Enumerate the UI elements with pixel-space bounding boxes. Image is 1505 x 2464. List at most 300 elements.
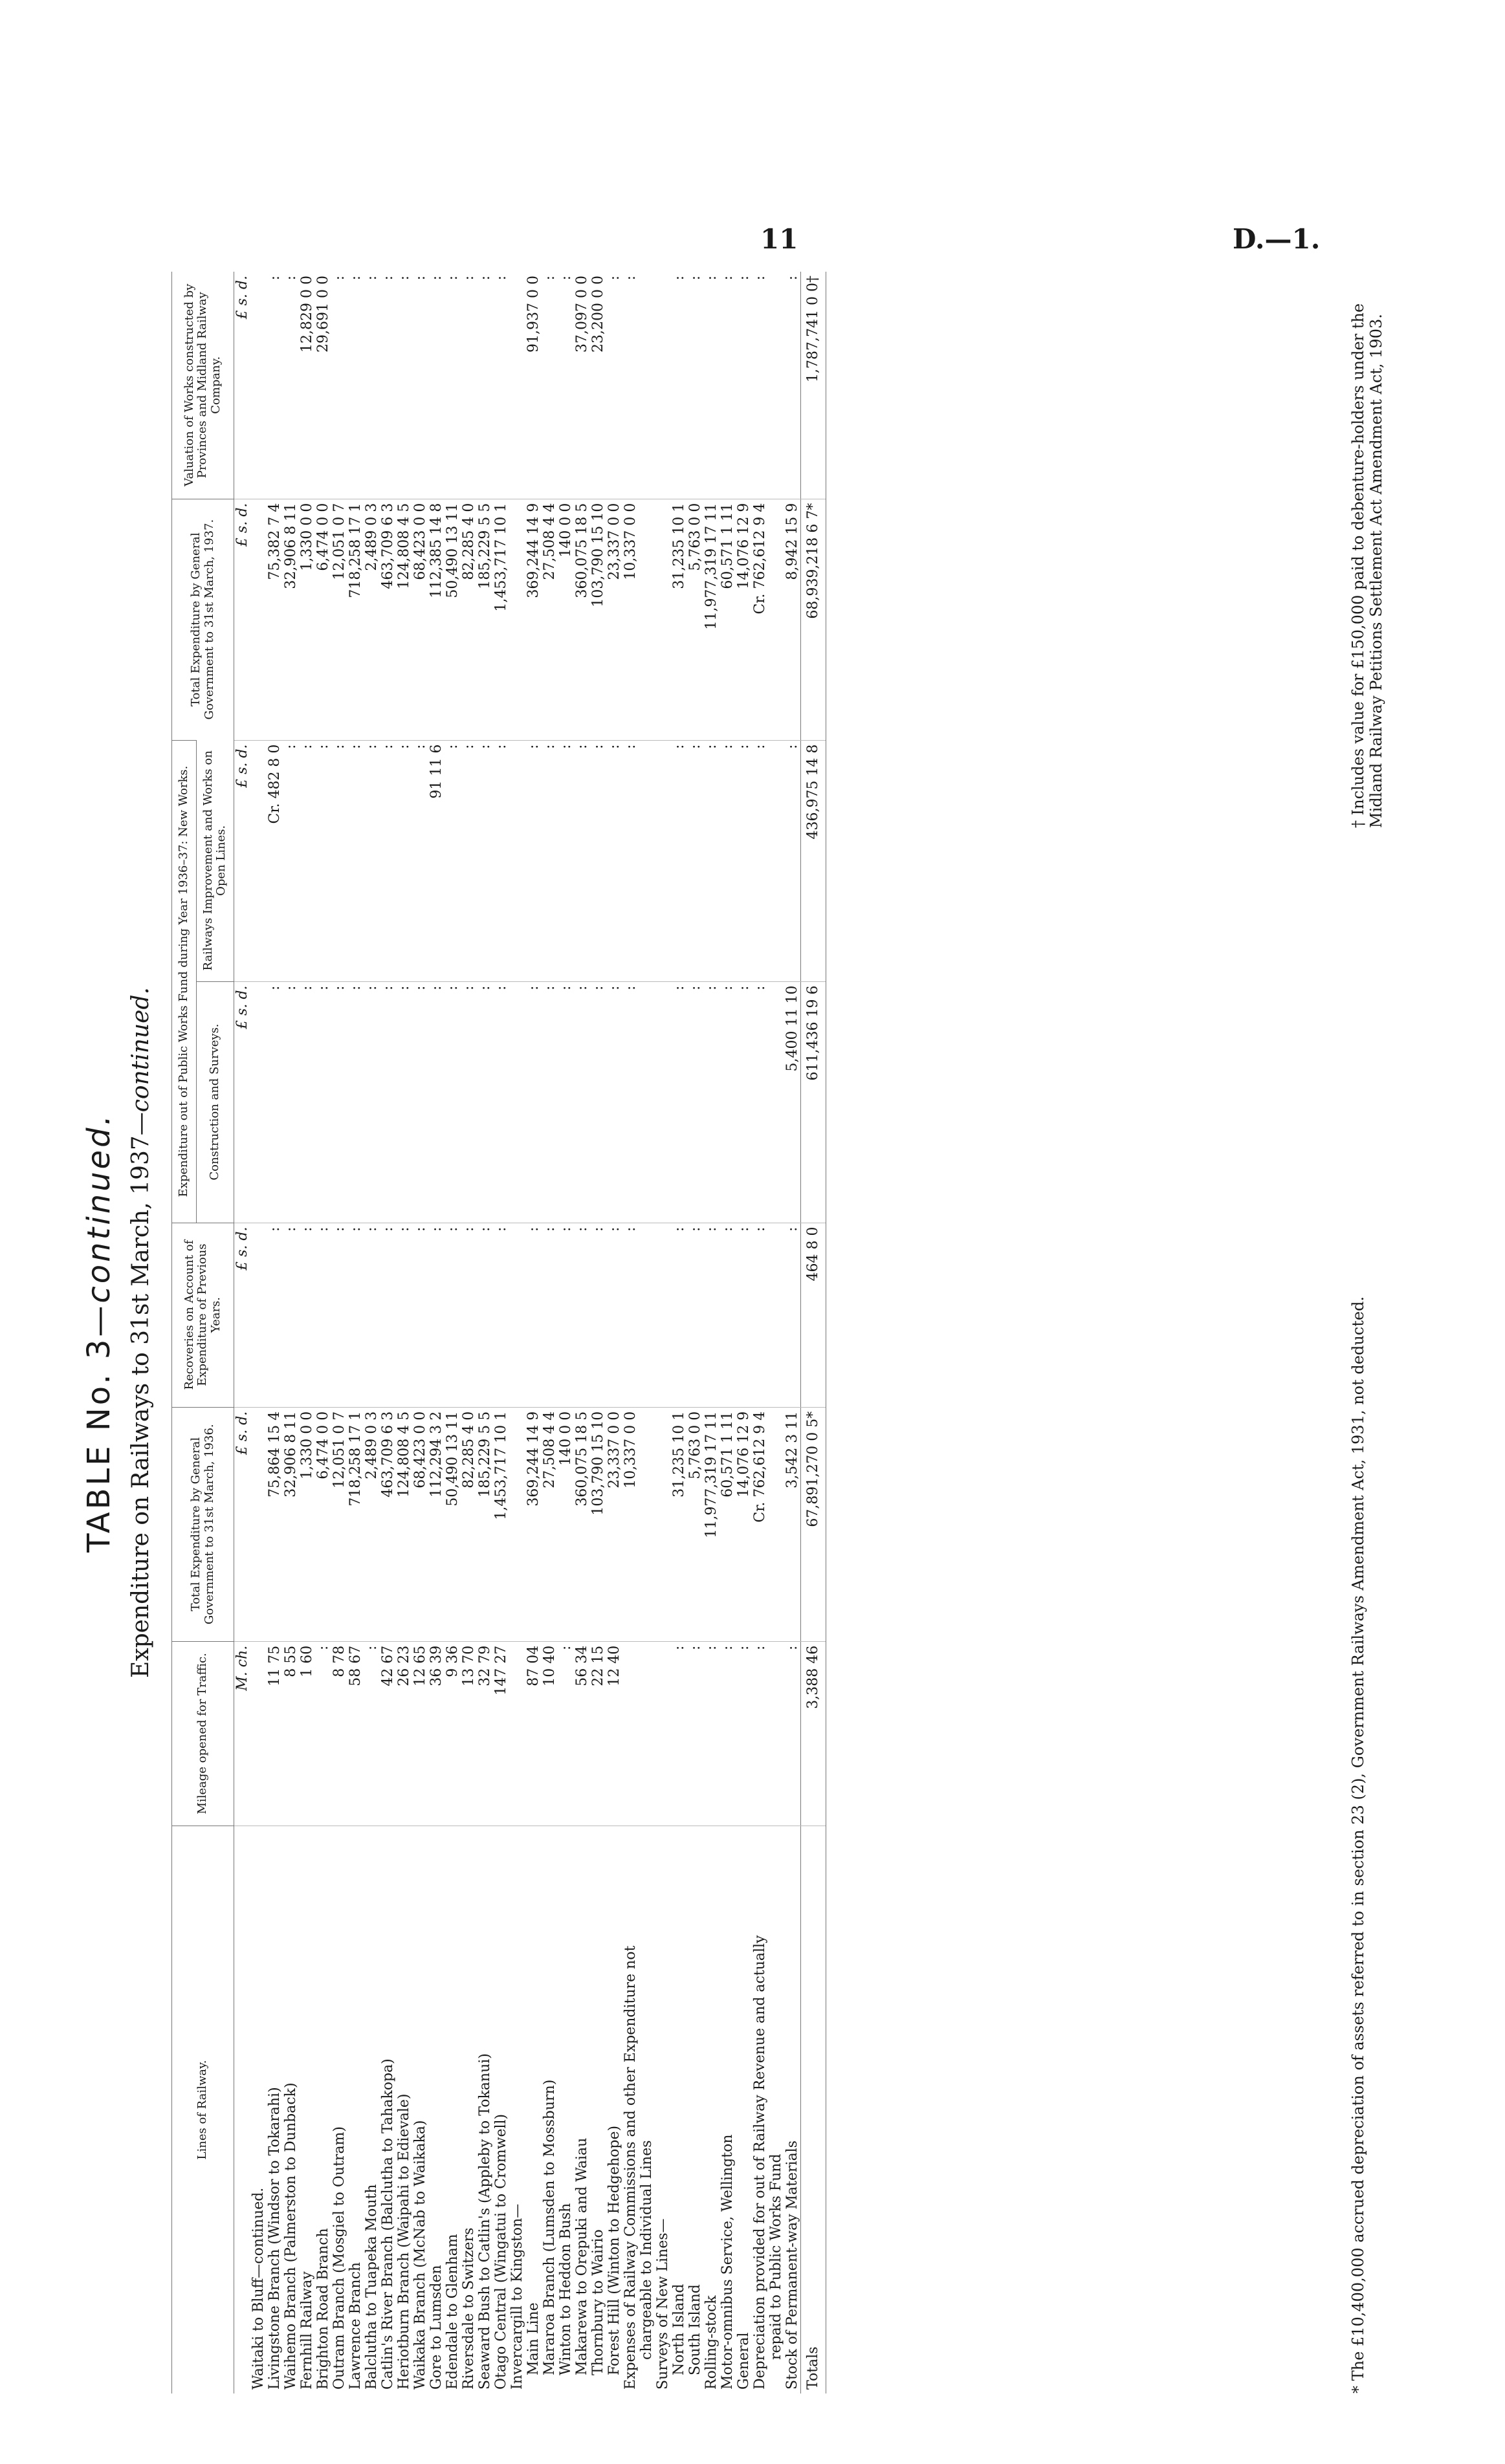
table-row <box>606 272 622 2393</box>
cell-total1936: 3,542 3 11 <box>784 1407 801 1641</box>
cell-valuation: 12,829 0 0 <box>299 276 316 353</box>
cell-valuation: : <box>412 276 429 281</box>
cell-recoveries: : <box>364 1223 380 1407</box>
cell-total1937: 112,385 14 8 <box>428 499 445 740</box>
cell-line: Waitaki to Bluff—continued. <box>250 1826 267 2393</box>
cell-valuation: : <box>267 276 283 281</box>
cell-construction: : <box>525 981 542 1223</box>
cell-construction: : <box>331 981 347 1223</box>
cell-construction: : <box>493 981 509 1223</box>
cell-construction: : <box>590 981 606 1223</box>
table-row <box>299 272 315 2393</box>
cell-mileage: : <box>703 1641 720 1826</box>
cell-recoveries <box>655 1223 671 1407</box>
cell-mileage: 10 40 <box>542 1641 558 1826</box>
cell-valuation: : <box>493 276 510 281</box>
table-row <box>396 272 412 2393</box>
col-total-1936: Total Expenditure by General Government to 31st March, 1936. <box>172 1407 234 1641</box>
cell-total1937: 2,489 0 3 <box>364 499 380 740</box>
cell-recoveries: : <box>752 1223 768 1407</box>
cell-total1937: 1,453,717 10 1 <box>493 499 509 740</box>
cell-mileage: 58 67 <box>347 1641 364 1826</box>
cell-improvement <box>639 740 655 981</box>
cell-mileage: 32 79 <box>477 1641 493 1826</box>
cell-improvement: : <box>703 740 720 981</box>
cell-improvement: : <box>784 740 801 981</box>
cell-total1936: 103,790 15 10 <box>590 1407 606 1641</box>
cell-line: Surveys of New Lines— <box>655 1826 671 2393</box>
cell-total1936: 11,977,319 17 11 <box>703 1407 720 1641</box>
cell-mileage: : <box>752 1641 768 1826</box>
table-row <box>347 272 364 2393</box>
cell-total1936: 185,229 5 5 <box>477 1407 493 1641</box>
cell-total1937: 14,076 12 9 <box>736 499 752 740</box>
totals-label: Totals <box>801 1826 826 2393</box>
cell-valuation: : <box>542 276 558 281</box>
cell-valuation: : <box>784 276 801 281</box>
cell-line: Gore to Lumsden <box>428 1826 445 2393</box>
cell-total1936 <box>509 1407 525 1641</box>
cell-valuation <box>250 272 267 499</box>
table-row <box>703 272 720 2393</box>
cell-construction: : <box>445 981 461 1223</box>
unit-money: £ s. d. <box>234 981 251 1223</box>
footnote-dagger: † Includes value for £150,000 paid to debenture-holders under the Midland Railway Petitions Settlement Act Amendment Act, 1903. <box>1349 303 1385 828</box>
cell-recoveries: : <box>315 1223 331 1407</box>
cell-line: South Island <box>687 1826 703 2393</box>
cell-valuation: : <box>364 276 380 281</box>
cell-construction <box>768 981 784 1223</box>
cell-line: Stock of Permanent-way Materials <box>784 1826 801 2393</box>
cell-valuation: : <box>606 276 623 281</box>
cell-total1936: 32,906 8 11 <box>283 1407 299 1641</box>
table-row <box>736 272 752 2393</box>
expenditure-table <box>171 272 826 2393</box>
cell-recoveries: : <box>299 1223 315 1407</box>
table-row <box>784 272 801 2393</box>
cell-line: Main Line <box>525 1826 542 2393</box>
cell-total1937: 463,709 6 3 <box>380 499 396 740</box>
cell-line: Catlin's River Branch (Balclutha to Tahakopa) <box>380 1826 396 2393</box>
cell-recoveries: : <box>703 1223 720 1407</box>
cell-mileage: 1 60 <box>299 1641 315 1826</box>
cell-valuation <box>639 272 655 499</box>
cell-valuation: 91,937 0 0 <box>525 276 542 353</box>
cell-total1937: 369,244 14 9 <box>525 499 542 740</box>
table-row <box>445 272 461 2393</box>
cell-line: Depreciation provided for out of Railway Revenue and actually <box>752 1826 768 2393</box>
cell-construction: : <box>720 981 736 1223</box>
cell-line: Rolling-stock <box>703 1826 720 2393</box>
cell-mileage: 87 04 <box>525 1641 542 1826</box>
table-row <box>380 272 396 2393</box>
cell-recoveries: : <box>784 1223 801 1407</box>
cell-total1936 <box>250 1407 267 1641</box>
cell-total1937: 31,235 10 1 <box>671 499 687 740</box>
cell-valuation: : <box>331 276 348 281</box>
totals-row <box>801 272 826 2393</box>
cell-mileage: 12 65 <box>412 1641 428 1826</box>
cell-line: Invercargill to Kingston— <box>509 1826 525 2393</box>
cell-line: Livingstone Branch (Windsor to Tokarahi) <box>267 1826 283 2393</box>
table-row <box>720 272 736 2393</box>
cell-total1937: 68,423 0 0 <box>412 499 428 740</box>
cell-improvement: : <box>542 740 558 981</box>
cell-total1936: 1,330 0 0 <box>299 1407 315 1641</box>
cell-total1936: 5,763 0 0 <box>687 1407 703 1641</box>
cell-mileage: 147 27 <box>493 1641 509 1826</box>
cell-construction: : <box>412 981 428 1223</box>
cell-valuation <box>768 272 784 499</box>
cell-recoveries: : <box>720 1223 736 1407</box>
cell-line: Lawrence Branch <box>347 1826 364 2393</box>
cell-recoveries: : <box>558 1223 574 1407</box>
cell-valuation: : <box>703 276 720 281</box>
cell-total1937 <box>639 499 655 740</box>
cell-recoveries: : <box>736 1223 752 1407</box>
cell-line: Balclutha to Tuapeka Mouth <box>364 1826 380 2393</box>
cell-recoveries <box>250 1223 267 1407</box>
cell-total1937 <box>250 499 267 740</box>
cell-mileage: 8 78 <box>331 1641 347 1826</box>
cell-mileage: 36 39 <box>428 1641 445 1826</box>
cell-total1937: 32,906 8 11 <box>283 499 299 740</box>
cell-improvement: : <box>283 740 299 981</box>
cell-improvement <box>655 740 671 981</box>
cell-line: Mararoa Branch (Lumsden to Mossburn) <box>542 1826 558 2393</box>
cell-line: Forest Hill (Winton to Hedgehope) <box>606 1826 622 2393</box>
cell-mileage: 56 34 <box>574 1641 590 1826</box>
cell-construction: : <box>461 981 477 1223</box>
cell-valuation: 23,200 0 0 <box>590 276 607 353</box>
cell-recoveries: : <box>347 1223 364 1407</box>
table-row <box>315 272 331 2393</box>
table-row <box>412 272 428 2393</box>
cell-mileage: : <box>364 1641 380 1826</box>
cell-improvement: : <box>412 740 428 981</box>
cell-line: Expenses of Railway Commissions and other Expenditure not <box>622 1826 639 2393</box>
cell-total1937: 5,763 0 0 <box>687 499 703 740</box>
cell-mileage: : <box>784 1641 801 1826</box>
cell-recoveries: : <box>412 1223 428 1407</box>
cell-mileage: : <box>736 1641 752 1826</box>
cell-line: Winton to Heddon Bush <box>558 1826 574 2393</box>
cell-total1936: 27,508 4 4 <box>542 1407 558 1641</box>
cell-improvement: : <box>364 740 380 981</box>
cell-total1937: 140 0 0 <box>558 499 574 740</box>
cell-construction <box>639 981 655 1223</box>
cell-construction <box>509 981 525 1223</box>
cell-recoveries: : <box>525 1223 542 1407</box>
cell-total1936: 23,337 0 0 <box>606 1407 622 1641</box>
cell-improvement: : <box>347 740 364 981</box>
cell-total1936: 718,258 17 1 <box>347 1407 364 1641</box>
cell-valuation: : <box>687 276 704 281</box>
cell-recoveries: : <box>671 1223 687 1407</box>
cell-mileage: 9 36 <box>445 1641 461 1826</box>
cell-recoveries: : <box>267 1223 283 1407</box>
table-row <box>428 272 445 2393</box>
cell-improvement: : <box>445 740 461 981</box>
cell-total1937: 1,330 0 0 <box>299 499 315 740</box>
unit-money: £ s. d. <box>234 499 251 740</box>
rotated-table-page <box>81 272 1440 2393</box>
cell-mileage <box>768 1641 784 1826</box>
col-mileage: Mileage opened for Traffic. <box>172 1641 234 1826</box>
units-row <box>234 272 251 2393</box>
cell-line: Outram Branch (Mosgiel to Outram) <box>331 1826 347 2393</box>
cell-line: Makarewa to Orepuki and Waiau <box>574 1826 590 2393</box>
col-recoveries: Recoveries on Account of Expenditure of Previous Years. <box>172 1223 234 1407</box>
cell-valuation: 37,097 0 0 <box>574 276 591 353</box>
table-row <box>477 272 493 2393</box>
cell-recoveries: : <box>687 1223 703 1407</box>
cell-total1937: 12,051 0 7 <box>331 499 347 740</box>
cell-recoveries: : <box>590 1223 606 1407</box>
cell-improvement: : <box>606 740 622 981</box>
cell-valuation <box>655 272 671 499</box>
cell-mileage: : <box>315 1641 331 1826</box>
cell-construction: : <box>267 981 283 1223</box>
cell-recoveries: : <box>606 1223 622 1407</box>
cell-total1936 <box>655 1407 671 1641</box>
cell-line: repaid to Public Works Fund <box>768 1826 784 2393</box>
cell-total1936: 2,489 0 3 <box>364 1407 380 1641</box>
cell-valuation <box>509 272 525 499</box>
table-row <box>639 272 655 2393</box>
cell-mileage: 8 55 <box>283 1641 299 1826</box>
cell-improvement: : <box>525 740 542 981</box>
table-row <box>752 272 768 2393</box>
cell-improvement: : <box>331 740 347 981</box>
cell-total1937: Cr. 762,612 9 4 <box>752 499 768 740</box>
unit-money: £ s. d. <box>234 276 251 320</box>
table-row <box>493 272 509 2393</box>
cell-total1937: 6,474 0 0 <box>315 499 331 740</box>
table-subtitle: Expenditure on Railways to 31st March, 1937—continued. <box>127 987 154 1678</box>
cell-mileage: 11 75 <box>267 1641 283 1826</box>
cell-construction <box>655 981 671 1223</box>
cell-total1936: 82,285 4 0 <box>461 1407 477 1641</box>
cell-total1937: 8,942 15 9 <box>784 499 801 740</box>
table-row <box>558 272 574 2393</box>
cell-construction: 5,400 11 10 <box>784 981 801 1223</box>
cell-recoveries: : <box>574 1223 590 1407</box>
cell-total1937: 50,490 13 11 <box>445 499 461 740</box>
table-row <box>655 272 671 2393</box>
table-row <box>590 272 606 2393</box>
cell-valuation: : <box>622 276 639 281</box>
cell-construction: : <box>736 981 752 1223</box>
cell-total1936: 60,571 1 11 <box>720 1407 736 1641</box>
table-row <box>671 272 687 2393</box>
totals-recoveries: 464 8 0 <box>801 1223 826 1407</box>
cell-line: Waihemo Branch (Palmerston to Dunback) <box>283 1826 299 2393</box>
cell-improvement: Cr. 482 8 0 <box>267 740 283 981</box>
footnote-star: * The £10,400,000 accrued depreciation of assets referred to in section 23 (2), Government Railways Amendment Act, 1931, not deducted. <box>1349 1296 1367 2393</box>
cell-improvement: : <box>396 740 412 981</box>
unit-money: £ s. d. <box>234 1407 251 1641</box>
cell-construction: : <box>364 981 380 1223</box>
cell-improvement <box>250 740 267 981</box>
cell-construction: : <box>574 981 590 1223</box>
table-row <box>542 272 558 2393</box>
table-body <box>234 272 801 2393</box>
cell-total1937: 23,337 0 0 <box>606 499 622 740</box>
cell-total1936: Cr. 762,612 9 4 <box>752 1407 768 1641</box>
cell-construction: : <box>396 981 412 1223</box>
cell-improvement: : <box>687 740 703 981</box>
table-row <box>267 272 283 2393</box>
col-construction: Construction and Surveys. <box>196 981 234 1223</box>
cell-valuation: : <box>477 276 494 281</box>
cell-recoveries: : <box>396 1223 412 1407</box>
cell-total1936: 14,076 12 9 <box>736 1407 752 1641</box>
table-row <box>364 272 380 2393</box>
table-row <box>768 272 784 2393</box>
cell-construction: : <box>477 981 493 1223</box>
cell-improvement: : <box>671 740 687 981</box>
cell-total1936 <box>768 1407 784 1641</box>
cell-line: Motor-omnibus Service, Wellington <box>720 1826 736 2393</box>
cell-recoveries: : <box>542 1223 558 1407</box>
cell-recoveries <box>639 1223 655 1407</box>
cell-improvement: : <box>315 740 331 981</box>
cell-line: Brighton Road Branch <box>315 1826 331 2393</box>
cell-recoveries <box>768 1223 784 1407</box>
cell-total1937: 718,258 17 1 <box>347 499 364 740</box>
cell-mileage <box>622 1641 639 1826</box>
cell-valuation: : <box>671 276 688 281</box>
cell-construction: : <box>703 981 720 1223</box>
cell-valuation: : <box>380 276 397 281</box>
cell-improvement: 91 11 6 <box>428 740 445 981</box>
totals-construction: 611,436 19 6 <box>801 981 826 1223</box>
cell-improvement: : <box>622 740 639 981</box>
cell-mileage: 13 70 <box>461 1641 477 1826</box>
cell-improvement: : <box>380 740 396 981</box>
cell-valuation: 29,691 0 0 <box>315 276 332 353</box>
totals-1937: 68,939,218 6 7* <box>801 499 826 740</box>
cell-mileage: : <box>671 1641 687 1826</box>
totals-1936: 67,891,270 0 5* <box>801 1407 826 1641</box>
cell-construction: : <box>347 981 364 1223</box>
cell-total1937: 82,285 4 0 <box>461 499 477 740</box>
cell-valuation: : <box>461 276 478 281</box>
cell-recoveries: : <box>380 1223 396 1407</box>
cell-total1936: 68,423 0 0 <box>412 1407 428 1641</box>
cell-total1937: 124,808 4 5 <box>396 499 412 740</box>
cell-construction: : <box>558 981 574 1223</box>
cell-total1937: 10,337 0 0 <box>622 499 639 740</box>
unit-mileage: M. ch. <box>234 1641 251 1826</box>
table-row <box>525 272 542 2393</box>
cell-line: Fernhill Railway <box>299 1826 315 2393</box>
table-row <box>509 272 525 2393</box>
page-number: 11 <box>760 223 798 255</box>
cell-improvement: : <box>590 740 606 981</box>
cell-mileage <box>509 1641 525 1826</box>
cell-improvement: : <box>752 740 768 981</box>
cell-valuation: : <box>428 276 445 281</box>
cell-total1937: 75,382 7 4 <box>267 499 283 740</box>
cell-line: chargeable to Individual Lines <box>639 1826 655 2393</box>
col-lines: Lines of Railway. <box>172 1826 234 2393</box>
cell-improvement: : <box>493 740 509 981</box>
cell-valuation: : <box>283 276 300 281</box>
cell-recoveries: : <box>493 1223 509 1407</box>
cell-construction: : <box>428 981 445 1223</box>
cell-construction: : <box>315 981 331 1223</box>
cell-improvement: : <box>736 740 752 981</box>
cell-construction: : <box>299 981 315 1223</box>
cell-improvement: : <box>558 740 574 981</box>
cell-valuation: : <box>752 276 769 281</box>
cell-mileage: : <box>687 1641 703 1826</box>
cell-total1936: 1,453,717 10 1 <box>493 1407 509 1641</box>
totals-improvement: 436,975 14 8 <box>801 740 826 981</box>
cell-line: Heriotburn Branch (Waipahi to Edievale) <box>396 1826 412 2393</box>
table-row <box>461 272 477 2393</box>
page-reference: D.—1. <box>1233 223 1321 255</box>
cell-line: Riversdale to Switzers <box>461 1826 477 2393</box>
cell-mileage <box>250 1641 267 1826</box>
col-valuation: Valuation of Works constructed by Provinces and Midland Railway Company. <box>172 272 234 499</box>
cell-recoveries: : <box>477 1223 493 1407</box>
cell-mileage: 12 40 <box>606 1641 622 1826</box>
cell-total1936: 75,864 15 4 <box>267 1407 283 1641</box>
cell-improvement <box>509 740 525 981</box>
header-row-1 <box>172 272 197 2393</box>
cell-line: General <box>736 1826 752 2393</box>
cell-recoveries: : <box>331 1223 347 1407</box>
cell-total1937: 27,508 4 4 <box>542 499 558 740</box>
cell-total1937 <box>509 499 525 740</box>
table-row <box>283 272 299 2393</box>
cell-mileage: : <box>720 1641 736 1826</box>
cell-valuation: : <box>558 276 575 281</box>
table-row <box>622 272 639 2393</box>
cell-construction: : <box>671 981 687 1223</box>
cell-total1936: 12,051 0 7 <box>331 1407 347 1641</box>
cell-valuation: : <box>720 276 736 281</box>
cell-line: Edendale to Glenham <box>445 1826 461 2393</box>
cell-mileage: : <box>558 1641 574 1826</box>
cell-construction: : <box>606 981 622 1223</box>
table-row <box>331 272 347 2393</box>
cell-improvement <box>768 740 784 981</box>
cell-mileage: 42 67 <box>380 1641 396 1826</box>
cell-total1937 <box>768 499 784 740</box>
cell-recoveries: : <box>461 1223 477 1407</box>
col-improvement: Railways Improvement and Works on Open Lines. <box>196 740 234 981</box>
cell-total1937: 185,229 5 5 <box>477 499 493 740</box>
cell-valuation: : <box>736 276 752 281</box>
cell-mileage: 26 23 <box>396 1641 412 1826</box>
cell-recoveries: : <box>283 1223 299 1407</box>
cell-mileage: 22 15 <box>590 1641 606 1826</box>
cell-total1937: 60,571 1 11 <box>720 499 736 740</box>
cell-improvement: : <box>461 740 477 981</box>
unit-money: £ s. d. <box>234 1223 251 1407</box>
table-row <box>574 272 590 2393</box>
col-pwf-group: Expenditure out of Public Works Fund during Year 1936–37: New Works. <box>172 740 197 1223</box>
cell-construction: : <box>622 981 639 1223</box>
cell-recoveries: : <box>428 1223 445 1407</box>
cell-total1936: 31,235 10 1 <box>671 1407 687 1641</box>
cell-recoveries: : <box>622 1223 639 1407</box>
cell-improvement: : <box>477 740 493 981</box>
